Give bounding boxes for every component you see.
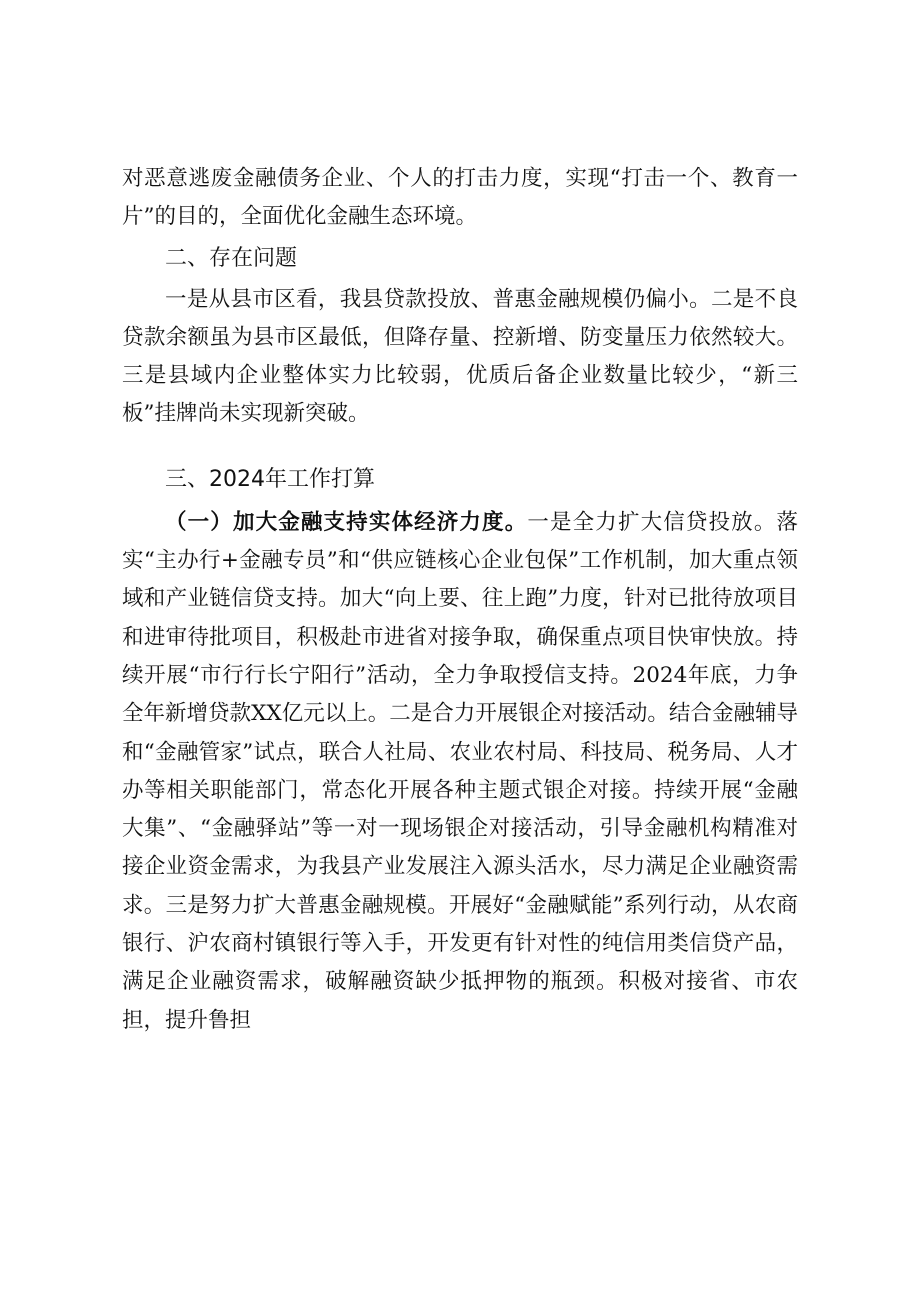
document-page	[122, 160, 798, 1040]
paragraph-work-plan	[122, 504, 798, 1040]
section-heading-work-plan: 三、2024年工作打算	[165, 466, 375, 492]
paragraph-problems: 一是从县市区看，我县贷款投放、普惠金融规模仍偏小。二是不良贷款余额虽为县市区最低，但降存量、控新增、防变量压力依然较大。三是县域内企业整体实力比较弱，优质后备企业数量比较少，“新三板”挂牌尚未实现新突破。	[122, 286, 798, 427]
section-heading-problems: 二、存在问题	[165, 245, 298, 271]
subsection-body: 一是全力扩大信贷投放。落实“主办行+金融专员”和“供应链核心企业包保”工作机制，加大重点领域和产业链信贷支持。加大“向上要、往上跑”力度，针对已批待放项目和进审待批项目，积极赴市进省对接争取，确保重点项目快审快放。持续开展“市行行长宁阳行”活动，全力争取授信支持。2024年底，力争全年新增贷款XX亿元以上。二是合力开展银企对接活动。结合金融辅导和“金融管家”试点，联合人社局、农业农村局、科技局、税务局、人才办等相关职能部门，常态化开展各种主题式银企对接。持续开展“金融大集”、“金融驿站”等一对一现场银企对接活动，引导金融机构精准对接企业资金需求，为我县产业发展注入源头活水，尽力满足企业融资需求。三是努力扩大普惠金融规模。开展好“金融赋能”系列行动，从农商银行、沪农商村镇银行等入手，开发更有针对性的纯信用类信贷产品，满足企业融资需求，破解融资缺少抵押物的瓶颈。积极对接省、市农担，提升鲁担	[122, 509, 798, 1033]
paragraph-continued: 对恶意逃废金融债务企业、个人的打击力度，实现“打击一个、教育一片”的目的，全面优化金融生态环境。	[122, 166, 798, 230]
subsection-title: （一）加大金融支持实体经济力度。	[165, 509, 528, 535]
